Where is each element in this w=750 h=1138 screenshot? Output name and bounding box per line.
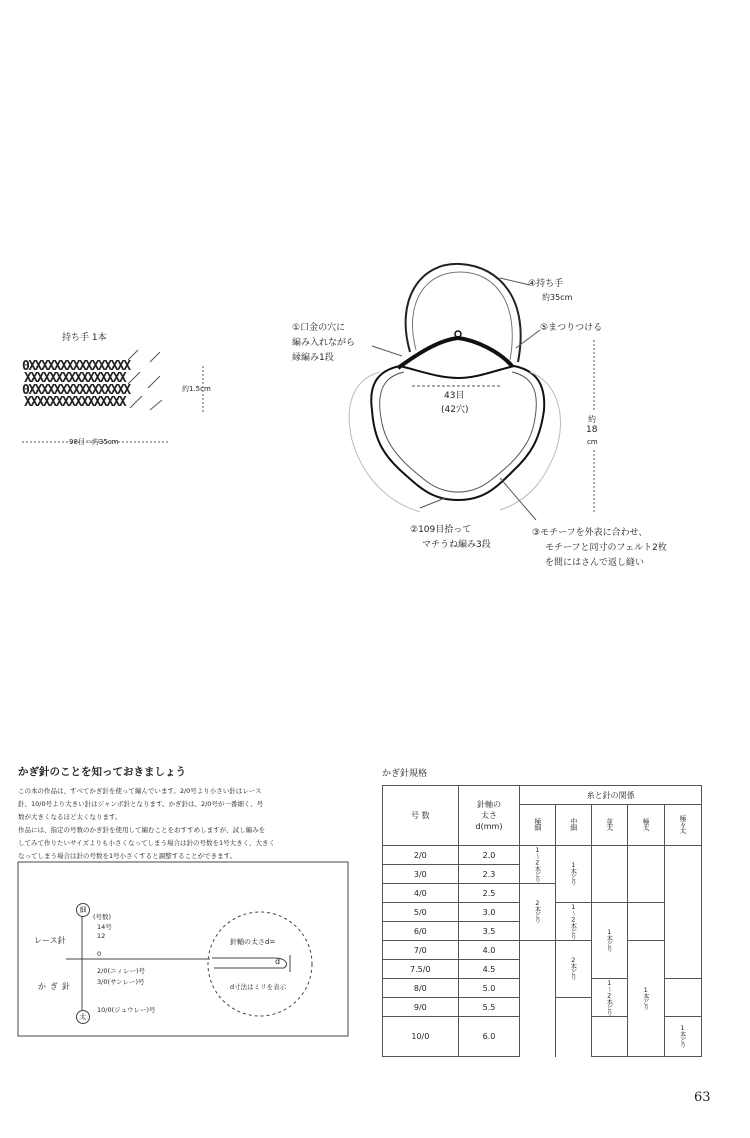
step-2-label: ②109目拾って [410,525,472,535]
cell-nabuto-1: 1本どり [592,903,628,979]
unit-label: (号数) [93,913,112,921]
col-gokugoku: 極々太 [665,805,702,846]
step-4-label-b: 約35cm [542,293,573,302]
stitch-row-1: 0XXXXXXXXXXXXXXXX [22,359,130,374]
hook-info-p1: この本の作品は、すべてかぎ針を使って編んでいます。2/0号より小さい針はレース [18,787,262,795]
handle-height-label: 約1.5cm [182,385,211,393]
spec-table-caption: かぎ針規格 [382,769,428,779]
step-3-label-b: モチーフと同寸のフェルト2枚 [545,543,667,553]
step-1-label: ①口金の穴に [292,323,346,333]
step-5-label: ⑤まつりつける [540,323,603,333]
stitch-row-3: 0XXXXXXXXXXXXXXXX [22,383,130,398]
thick-marker: 太 [76,1010,90,1024]
hook-info-p2: 作品には、指定の号数のかぎ針を使用して編むことをおすすめしますが、試し編みを [18,826,266,834]
col-gokuboso: 極細 [520,805,556,846]
lace-size-12: 12 [97,932,106,940]
table-row: 5/0 3.0 1〜2本どり 1本どり [383,903,702,922]
header-size: 号 数 [383,786,459,846]
zero-label: 0 [97,950,102,958]
table-row: 10/0 6.0 1本どり [383,1017,702,1057]
size-10-label: 10/0(ジュウレー)号 [97,1006,156,1014]
step-1-label-b: 編み入れながら [292,338,356,348]
col-nabuto: 並太 [592,805,628,846]
col-nakaboso: 中細 [556,805,592,846]
cell-gokuboso-1: 1〜2本どり [520,846,556,884]
cell-nakaboso-3: 2本どり [556,941,592,998]
lace-needle-label: レース針 [34,936,66,945]
handle-width-label: 98目＝約35cm [69,438,119,446]
circle-title: 針軸の太さd= [230,938,276,946]
header-relation: 糸と針の関係 [520,786,702,805]
cell-nakaboso-2: 1〜2本どり [556,903,592,941]
step-3-label: ③モチーフを外表に合わせ、 [532,528,648,538]
center-holes: (42穴) [441,405,469,415]
table-row: 2/0 2.0 1〜2本どり 1本どり [383,846,702,865]
hook-info-p2b: してみて作りたいサイズよりも小さくなってしまう場合は針の号数を1号大きく、大きく [18,839,275,847]
cell-gokugoku-1: 1本どり [665,1017,702,1057]
handle-title: 持ち手 1本 [62,333,107,343]
stitch-row-2: XXXXXXXXXXXXXXXX [24,371,126,386]
hook-info-p1b: 針、10/0号より大きい針はジャンボ針となります。かぎ針は、2/0号が一番細く、号 [18,800,264,808]
lace-size-14: 14号 [97,923,112,931]
hook-info-heading: かぎ針のことを知っておきましょう [18,766,186,778]
step-4-label: ④持ち手 [528,279,564,289]
step-3-label-c: を間にはさんで返し縫い [545,558,645,568]
circle-d: d [275,957,281,966]
cell-gokubuto-1: 1本どり [628,941,665,1057]
circle-note: d寸法はミリを表示 [230,983,287,991]
page-number: 63 [694,1090,711,1105]
step-1-label-c: 縁編み1段 [292,353,334,363]
stitch-row-4: XXXXXXXXXXXXXXXX [24,395,126,410]
table-row: 7.5/0 4.5 [383,960,702,979]
table-row: 3/0 2.3 [383,865,702,884]
thin-marker: 細 [76,903,90,917]
size-3-label: 3/0(サンレー)号 [97,978,145,986]
height-label-b: 18 [586,425,598,435]
center-count: 43目 [444,391,465,401]
hook-info-p2c: なってしまう場合は針の号数を1号小さくすると調整することができます。 [18,852,237,860]
size-2-label: 2/0(ニィレー)号 [97,967,146,975]
table-row: 7/0 4.0 2本どり 1本どり [383,941,702,960]
table-row: 4/0 2.5 2本どり [383,884,702,903]
cell-gokuboso-2: 2本どり [520,884,556,941]
height-label-a: 約 [588,415,596,424]
crochet-hook-label: かぎ針 [38,982,74,991]
cell-nakaboso-1: 1本どり [556,846,592,903]
table-row: 6/0 3.5 [383,922,702,941]
spec-table [382,785,702,1057]
col-gokubuto: 極太 [628,805,665,846]
header-shaft: 針軸の 太さ d(mm) [458,786,520,846]
height-label-c: cm [587,438,598,446]
hook-info-p1c: 数が大きくなるほど太くなります。 [18,813,122,821]
table-row: 9/0 5.5 [383,998,702,1017]
table-row: 8/0 5.0 1〜2本どり [383,979,702,998]
step-2-label-b: マチうね編み3段 [422,540,491,550]
cell-nabuto-2: 1〜2本どり [592,979,628,1017]
